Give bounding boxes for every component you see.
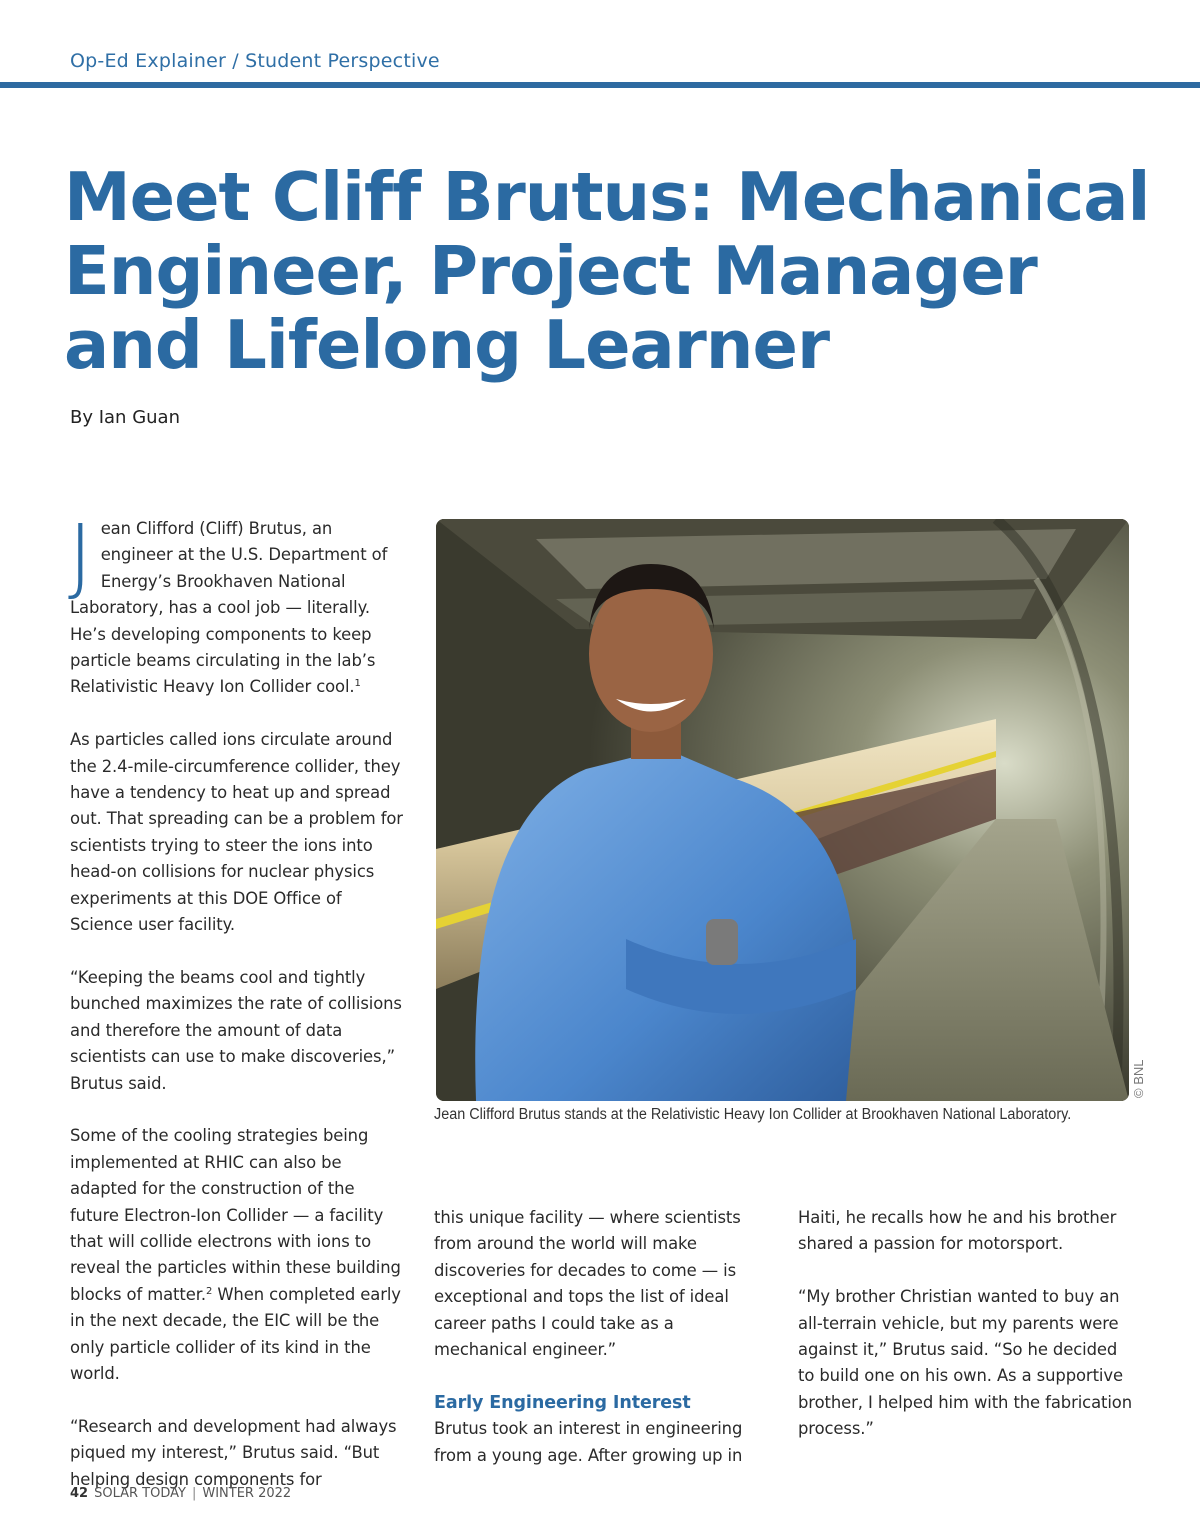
publication-name: SOLAR TODAY [94, 1486, 186, 1501]
paragraph-6: this unique facility — where scientists from around the world will make discoveries for decades to come — is exceptional and tops the list of ideal career paths I could take as a mechanical engineer.” [434, 1208, 741, 1360]
column-2 [434, 1205, 769, 1495]
paragraph-5: “Research and development had always piqued my interest,” Brutus said. “But helping design components for [70, 1416, 397, 1489]
footnote-ref-1[interactable]: 1 [354, 678, 361, 690]
column-3 [798, 1205, 1133, 1469]
portrait-photo [436, 519, 1129, 1101]
footer-separator: | [191, 1486, 197, 1501]
drop-cap: J [68, 506, 93, 604]
issue-label: WINTER 2022 [202, 1486, 292, 1501]
page-footer [70, 1486, 291, 1501]
paragraph-8: Haiti, he recalls how he and his brother shared a passion for motorsport. [798, 1208, 1117, 1254]
subheading: Early Engineering Interest [434, 1392, 691, 1413]
footnote-ref-2[interactable]: 2 [205, 1285, 213, 1297]
collider-tunnel-illustration [436, 519, 1129, 1101]
paragraph-4: Some of the cooling strategies being implemented at RHIC can also be adapted for the construction of the future Electron-Ion Collider — a facility that will collide electrons with ions to reveal the particles within these building blocks of matter.$^2$ When completed early in the next decade, the EIC will be the only particle collider of its kind in the world. [70, 1126, 401, 1383]
column-1 [68, 506, 405, 1519]
paragraph-9: “My brother Christian wanted to buy an all-terrain vehicle, but my parents were against it,” Brutus said. “So he decided to build one on his own. As a supportive brother, I helped him with the fabrication process.” [798, 1287, 1133, 1439]
photo-credit: © BNL [1131, 1059, 1146, 1098]
section-kicker: Op-Ed Explainer / Student Perspective [70, 50, 440, 72]
photo-caption: Jean Clifford Brutus stands at the Relativistic Heavy Ion Collider at Brookhaven National Laboratory. [434, 1106, 1072, 1123]
paragraph-3: “Keeping the beams cool and tightly bunched maximizes the rate of collisions and therefore the amount of data scientists can use to make discoveries,” Brutus said. [70, 967, 402, 1093]
header-rule [0, 82, 1200, 88]
paragraph-7: Brutus took an interest in engineering from a young age. After growing up in [434, 1419, 743, 1465]
page-number: 42 [70, 1486, 89, 1501]
article-title: Meet Cliff Brutus: Mechanical Engineer, Project Manager and Lifelong Learner [64, 158, 1150, 384]
paragraph-1: Jean Clifford (Cliff) Brutus, an engineer at the U.S. Department of Energy’s Brookhaven National Laboratory, has a cool job — literally. He’s developing components to keep particle beams circulating in the lab’s Relativistic Heavy Ion Collider cool.$^1$ [68, 506, 388, 697]
byline: By Ian Guan [70, 407, 180, 428]
paragraph-2: As particles called ions circulate around the 2.4-mile-circumference collider, they have a tendency to heat up and spread out. That spreading can be a problem for scientists trying to steer the ions into head-on collisions for nuclear physics experiments at this DOE Office of Science user facility. [70, 730, 403, 935]
